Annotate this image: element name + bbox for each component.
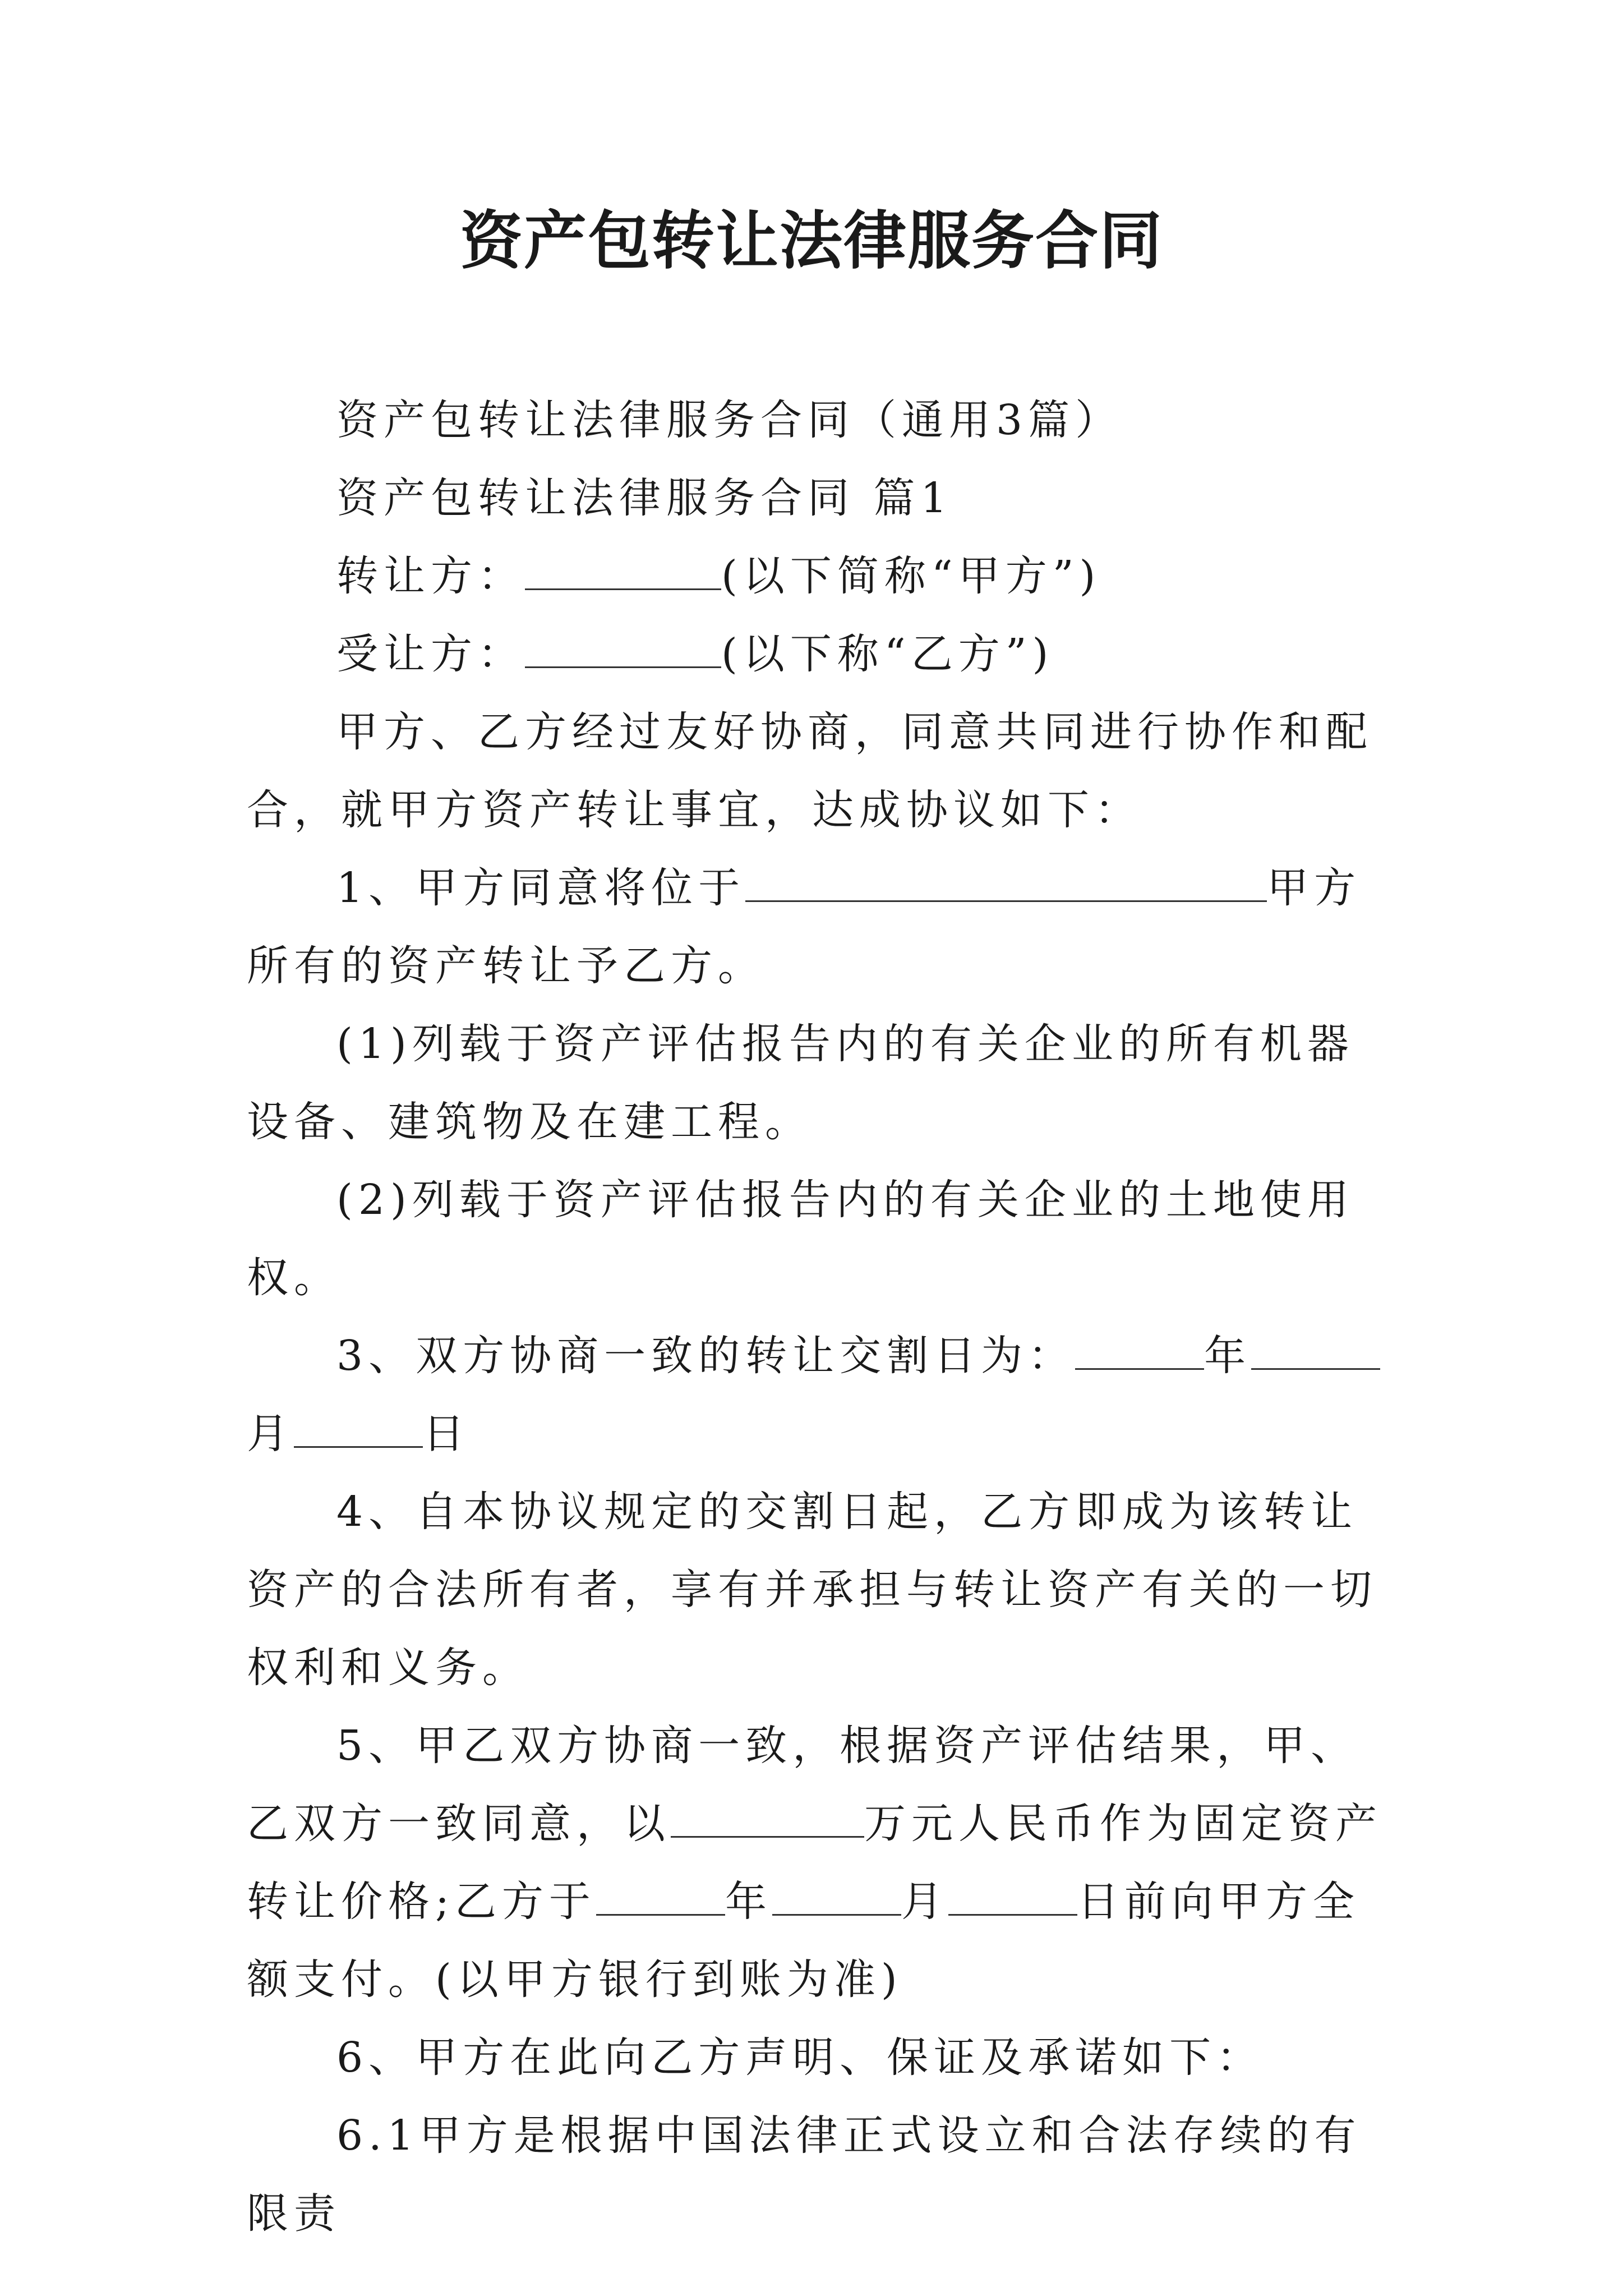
clause-3 xyxy=(247,1317,1385,1473)
clause-1-prefix: 1、甲方同意将位于 xyxy=(336,864,746,912)
document-body xyxy=(247,381,1385,2253)
clause-6-1: 6.1甲方是根据中国法律正式设立和合法存续的有限责 xyxy=(247,2111,1362,2238)
payment-month-blank xyxy=(772,1880,901,1916)
clause-5-suffix: 日前向甲方全额支付。(以甲方银行到账为准) xyxy=(247,1878,1360,2004)
clause-5-prefix: 5、甲乙双方协商一致，根据资产评估结果，甲、乙双方一致同意，以 xyxy=(247,1722,1358,1848)
subtitle: 资产包转让法律服务合同（通用3篇） xyxy=(336,396,1123,444)
clause-5 xyxy=(247,1707,1385,2019)
location-blank xyxy=(745,867,1267,902)
clause-1-suffix: 甲方所有的资产转让予乙方。 xyxy=(247,864,1362,990)
transferee-line xyxy=(247,615,1385,693)
clause-5-year: 年 xyxy=(725,1878,772,1926)
clause-3-prefix: 3、双方协商一致的转让交割日为： xyxy=(336,1332,1076,1380)
clause-6: 6、甲方在此向乙方声明、保证及承诺如下： xyxy=(336,2033,1264,2082)
payment-day-blank xyxy=(948,1880,1077,1916)
transferor-line xyxy=(247,537,1385,615)
transferor-blank xyxy=(525,555,721,590)
clause-5-mid: 万元人民币作为固定资产转让价格;乙方于 xyxy=(247,1800,1382,1926)
clause-1-item-2: (2)列载于资产评估报告内的有关企业的土地使用权。 xyxy=(247,1176,1354,1302)
transferor-suffix: (以下简称“甲方”) xyxy=(721,552,1101,600)
clause-1 xyxy=(247,849,1385,1005)
clause-3-year: 年 xyxy=(1204,1332,1252,1380)
clause-3-month: 月 xyxy=(247,1410,294,1458)
handover-day-blank xyxy=(294,1412,423,1448)
clause-1-item-1: (1)列载于资产评估报告内的有关企业的所有机器设备、建筑物及在建工程。 xyxy=(247,1020,1354,1146)
clause-4: 4、自本协议规定的交割日起，乙方即成为该转让资产的合法所有者，享有并承担与转让资产有关的一切权利和义务。 xyxy=(247,1488,1377,1692)
clause-3-day: 日 xyxy=(423,1410,470,1458)
handover-month-blank xyxy=(1251,1335,1380,1370)
clause-5-month: 月 xyxy=(901,1878,948,1926)
payment-year-blank xyxy=(596,1880,725,1916)
section-heading: 资产包转让法律服务合同 篇1 xyxy=(336,474,953,522)
transferor-label: 转让方： xyxy=(336,552,525,600)
transferee-suffix: (以下称“乙方”) xyxy=(721,630,1054,678)
transferee-blank xyxy=(525,633,721,668)
handover-year-blank xyxy=(1075,1335,1204,1370)
price-blank xyxy=(671,1802,864,1838)
intro-paragraph: 甲方、乙方经过友好协商，同意共同进行协作和配合，就甲方资产转让事宜，达成协议如下： xyxy=(247,708,1373,834)
page-title: 资产包转让法律服务合同 xyxy=(460,204,1163,278)
transferee-label: 受让方： xyxy=(336,630,525,678)
